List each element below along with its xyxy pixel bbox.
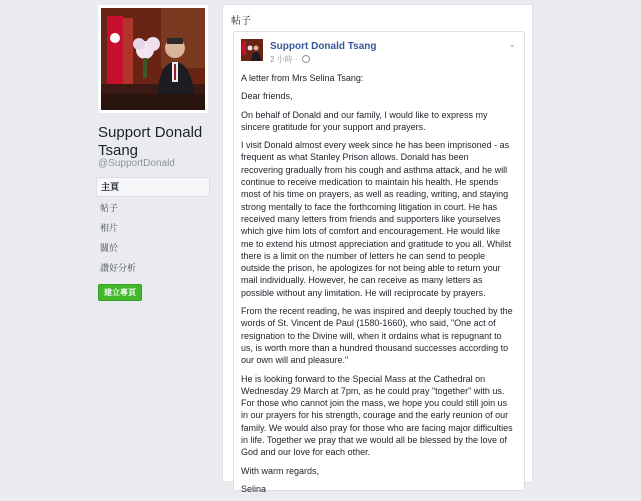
post-paragraph: I visit Donald almost every week since he has been imprisoned - as frequent as what Stanley Prison allows. Donald has been recovering gradually from his cough and asthma attack, and he will continue to receive medication to maintain his health. He spends most of his time on prayers, as well as reading, writing, and staying strong mentally to face the forthcoming litigation in court. He has received many letters from friends and supporters like yourselves which give him lots of comfort and encouragement. He would like me to extend his utmost appreciation and gratitude to you all. Whilst there is a limit on the number of letters he can send to people outside the prison, he apologizes for not being able to return your mail individually. However, he can receive as many letters as possible without any limitation. He will reciprocate by prayers. (241, 140, 512, 298)
post-paragraph: Dear friends, (241, 91, 293, 102)
sidebar-nav (96, 177, 210, 279)
post-paragraph: With warm regards, (241, 465, 320, 476)
sidebar-item-photos[interactable]: 相片 (100, 223, 119, 233)
chevron-down-icon[interactable]: ⌄ (508, 39, 516, 49)
post-meta (270, 54, 310, 65)
page-handle[interactable]: @SupportDonald (98, 158, 175, 169)
sidebar-item-about[interactable]: 關於 (100, 243, 119, 253)
post-paragraph: Selina (241, 483, 267, 494)
post-body (241, 72, 513, 501)
profile-photo[interactable] (98, 5, 208, 113)
create-page-button[interactable]: 建立專頁 (98, 284, 142, 301)
sep-dot: · (294, 55, 300, 64)
globe-icon (302, 55, 310, 63)
post-author-link[interactable]: Support Donald Tsang (270, 41, 377, 52)
sidebar-item-posts[interactable]: 帖子 (100, 203, 119, 213)
page-title[interactable]: Support Donald Tsang (98, 124, 203, 159)
post-avatar[interactable] (241, 39, 263, 61)
post-paragraph: On behalf of Donald and our family, I would like to express my sincere gratitude for your support and prayers. (241, 109, 488, 132)
post-timestamp[interactable]: 2 小時 (270, 55, 293, 64)
post-paragraph: From the recent reading, he was inspired and deeply touched by the words of St. Vincent de Paul (1580-1660), who said, "One act of resignation to the Divine will, when it ordains what is repugnant to us, is worth more than a hundred thousand successes according to our own will and pleasure." (241, 306, 513, 366)
post-paragraph: He is looking forward to the Special Mass at the Cathedral on Wednesday 29 March at 7pm, as he could pray "together" with us. For those who cannot join the mass, we hope you could still join us in our prayers for his strength, courage and the early reunion of our family. We would also pray for those who are facing major difficulties in life. Together we pray that we would all be blessed by the love of God and our love for each other. (241, 373, 513, 458)
post-paragraph: A letter from Mrs Selina Tsang: (241, 73, 364, 83)
posts-panel (222, 4, 533, 494)
sidebar-item-home[interactable]: 主頁 (96, 177, 210, 197)
posts-header: 帖子 (231, 16, 251, 27)
post-card (233, 31, 525, 494)
sidebar-item-likes-insights[interactable]: 讚好分析 (100, 263, 137, 273)
